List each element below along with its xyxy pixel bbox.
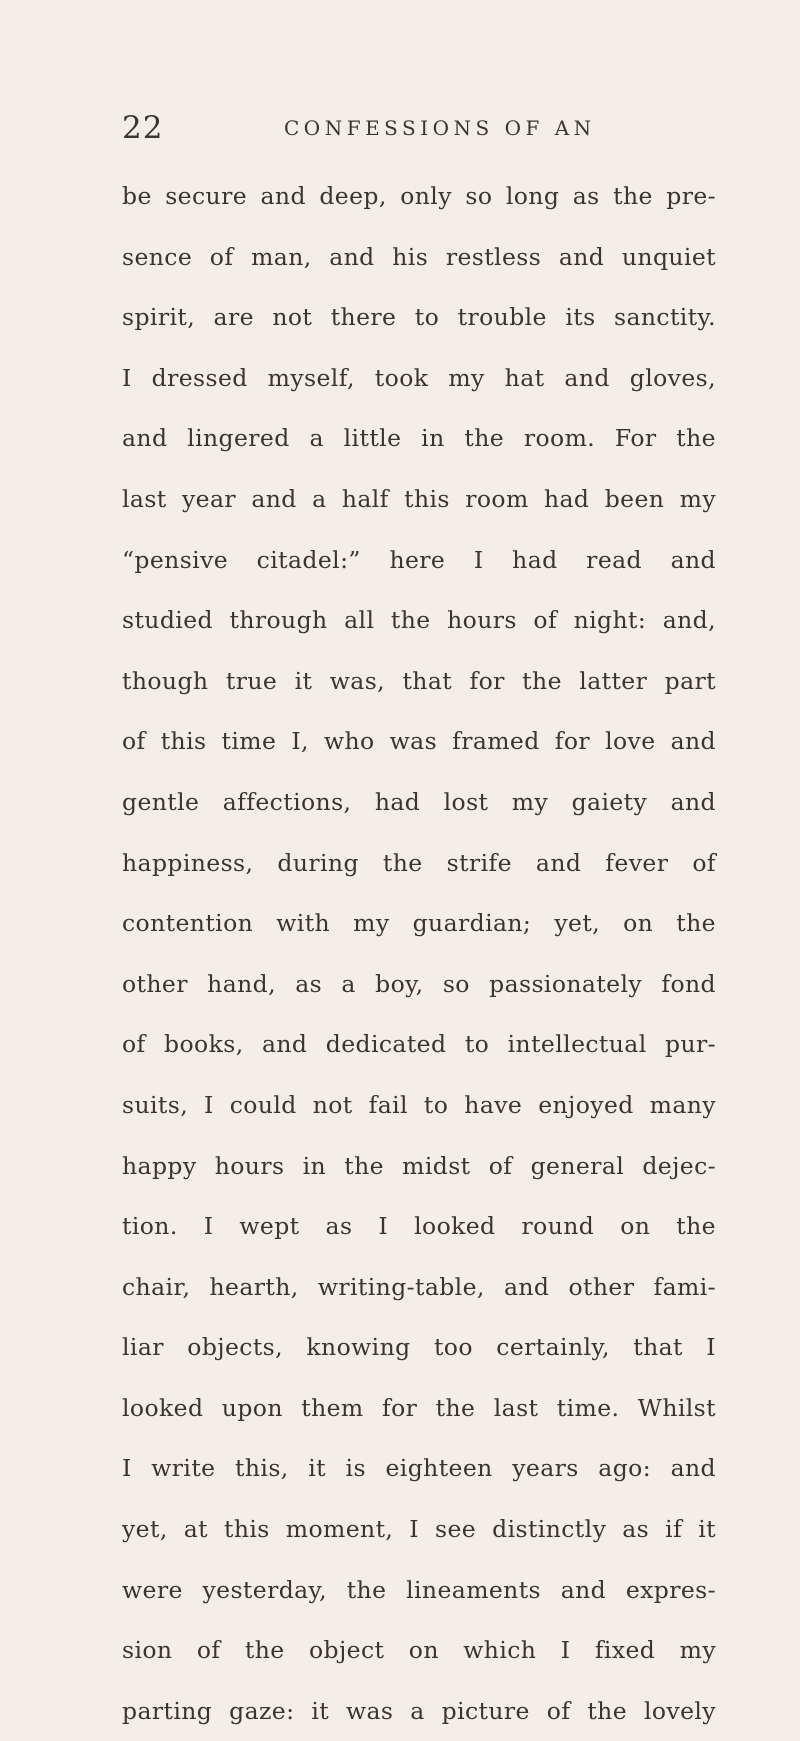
body-text [122,166,716,1741]
text-line: contention with my guardian; yet, on the [122,909,716,938]
page-number: 22 [122,110,164,146]
text-line: be secure and deep, only so long as the pre- [122,182,716,210]
running-head [122,108,682,148]
text-line: suits, I could not fail to have enjoyed many [122,1090,716,1119]
text-line: last year and a half this room had been my [122,484,716,513]
text-line: liar objects, knowing too certainly, that I [122,1333,716,1362]
text-line: tion. I wept as I looked round on the [122,1212,716,1241]
text-line: gentle affections, had lost my gaiety and [122,787,716,816]
text-line: yet, at this moment, I see distinctly as if it [122,1515,716,1544]
text-line: of this time I, who was framed for love and [122,727,716,756]
text-line: studied through all the hours of night: and, [122,606,716,635]
text-line: I write this, it is eighteen years ago: and [122,1454,716,1483]
text-line: looked upon them for the last time. Whilst [122,1393,716,1422]
text-line: sence of man, and his restless and unquiet [122,242,716,271]
text-line: happiness, during the strife and fever of [122,848,716,877]
text-line: happy hours in the midst of general dejec- [122,1151,716,1180]
text-line: spirit, are not there to trouble its sanctity. [122,303,716,332]
running-title: CONFESSIONS OF AN [284,116,596,140]
text-line: were yesterday, the lineaments and expres- [122,1575,716,1604]
text-line: and lingered a little in the room. For the [122,424,716,453]
text-line: sion of the object on which I fixed my [122,1636,716,1665]
text-line: “pensive citadel:” here I had read and [122,545,716,574]
text-line: of books, and dedicated to intellectual pur- [122,1030,716,1059]
text-line: chair, hearth, writing-table, and other fami- [122,1272,716,1301]
text-line: parting gaze: it was a picture of the lovely [122,1696,716,1725]
text-line: though true it was, that for the latter part [122,666,716,695]
text-line: I dressed myself, took my hat and gloves, [122,363,716,392]
text-line: other hand, as a boy, so passionately fond [122,969,716,998]
